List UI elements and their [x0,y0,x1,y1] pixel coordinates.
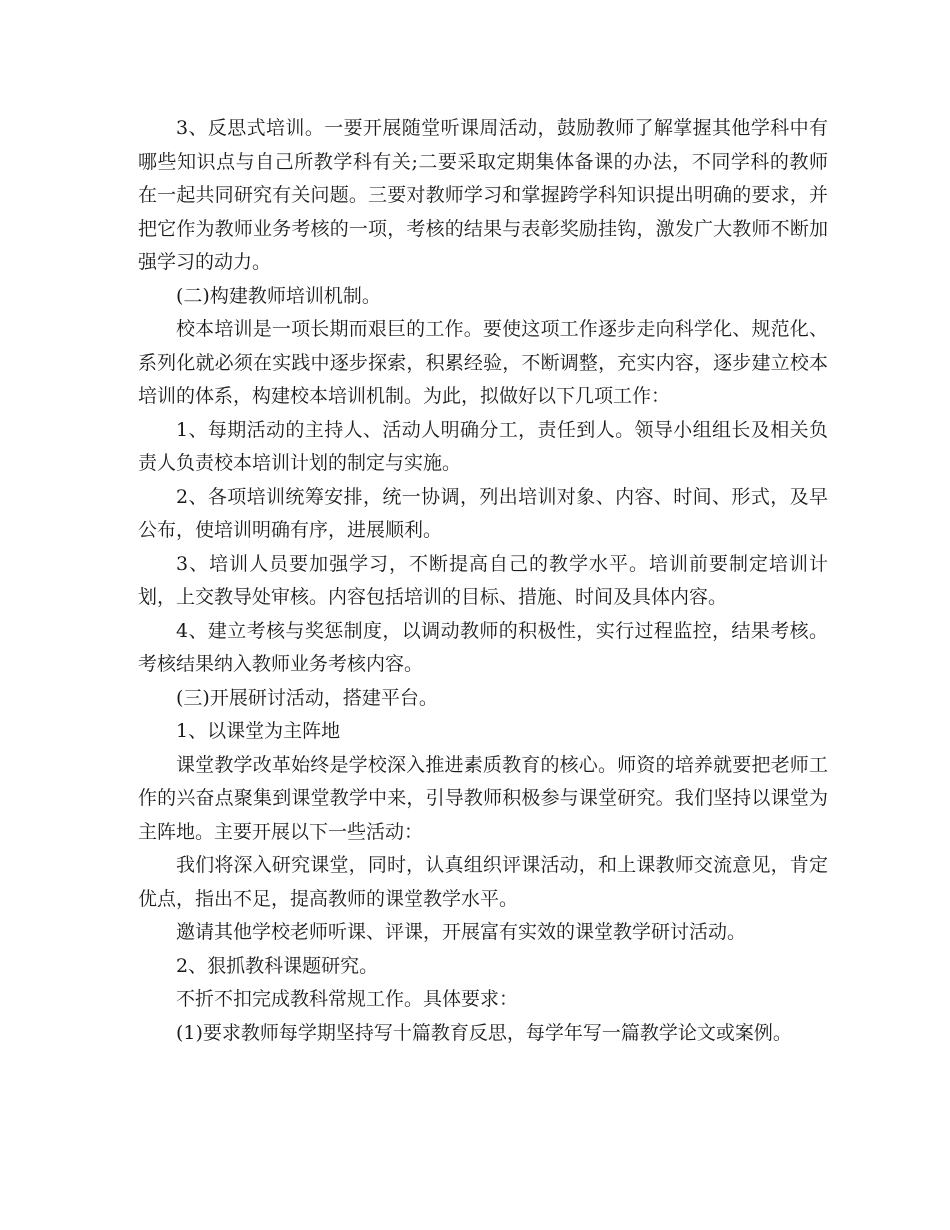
paragraph-classroom-research: 我们将深入研究课堂，同时，认真组织评课活动，和上课教师交流意见，肯定优点，指出不足，提高教师的课堂教学水平。 [138,854,828,910]
list-item-2-coordination: 2、各项培训统筹安排，统一协调，列出培训对象、内容、时间、形式，及早公布，使培训明确有序，进展顺利。 [138,485,828,541]
paragraph-invite-teachers: 邀请其他学校老师听课、评课，开展富有实效的课堂教学研讨活动。 [176,921,747,943]
document-body [138,112,828,1050]
list-item-4-assessment: 4、建立考核与奖惩制度，以调动教师的积极性，实行过程监控，结果考核。考核结果纳入教师业务考核内容。 [138,619,828,675]
heading-training-mechanism: (二)构建教师培训机制。 [176,284,381,307]
subheading-research-projects: 2、狠抓教科课题研究。 [176,954,379,977]
paragraph-classroom-reform: 课堂教学改革始终是学校深入推进素质教育的核心。师资的培养就要把老师工作的兴奋点聚集到课堂教学中来，引导教师积极参与课堂研究。我们坚持以课堂为主阵地。主要开展以下一些活动： [138,753,828,843]
heading-research-activities: (三)开展研讨活动，搭建平台。 [176,686,438,709]
subheading-classroom-focus: 1、以课堂为主阵地 [176,720,341,742]
paragraph-reflective-training: 3、反思式培训。一要开展随堂听课周活动，鼓励教师了解掌握其他学科中有哪些知识点与自己所教学科有关;二要采取定期集体备课的办法，不同学科的教师在一起共同研究有关问题。三要对教师学习和掌握跨学科知识提出明确的要求，并把它作为教师业务考核的一项，考核的结果与表彰奖励挂钩，激发广大教师不断加强学习的动力。 [138,117,828,273]
paragraph-routine-work: 不折不扣完成教科常规工作。具体要求： [176,988,519,1010]
list-item-3-trainer-study: 3、培训人员要加强学习，不断提高自己的教学水平。培训前要制定培训计划，上交教导处审核。内容包括培训的目标、措施、时间及具体内容。 [138,552,828,608]
list-item-1-responsibility: 1、每期活动的主持人、活动人明确分工，责任到人。领导小组组长及相关负责人负责校本培训计划的制定与实施。 [138,418,828,474]
paragraph-school-training-intro: 校本培训是一项长期而艰巨的工作。要使这项工作逐步走向科学化、规范化、系列化就必须在实践中逐步探索，积累经验，不断调整，充实内容，逐步建立校本培训的体系，构建校本培训机制。为此，拟做好以下几项工作： [138,318,828,407]
paragraph-requirement-1: (1)要求教师每学期坚持写十篇教育反思，每学年写一篇教学论文或案例。 [176,1021,792,1044]
